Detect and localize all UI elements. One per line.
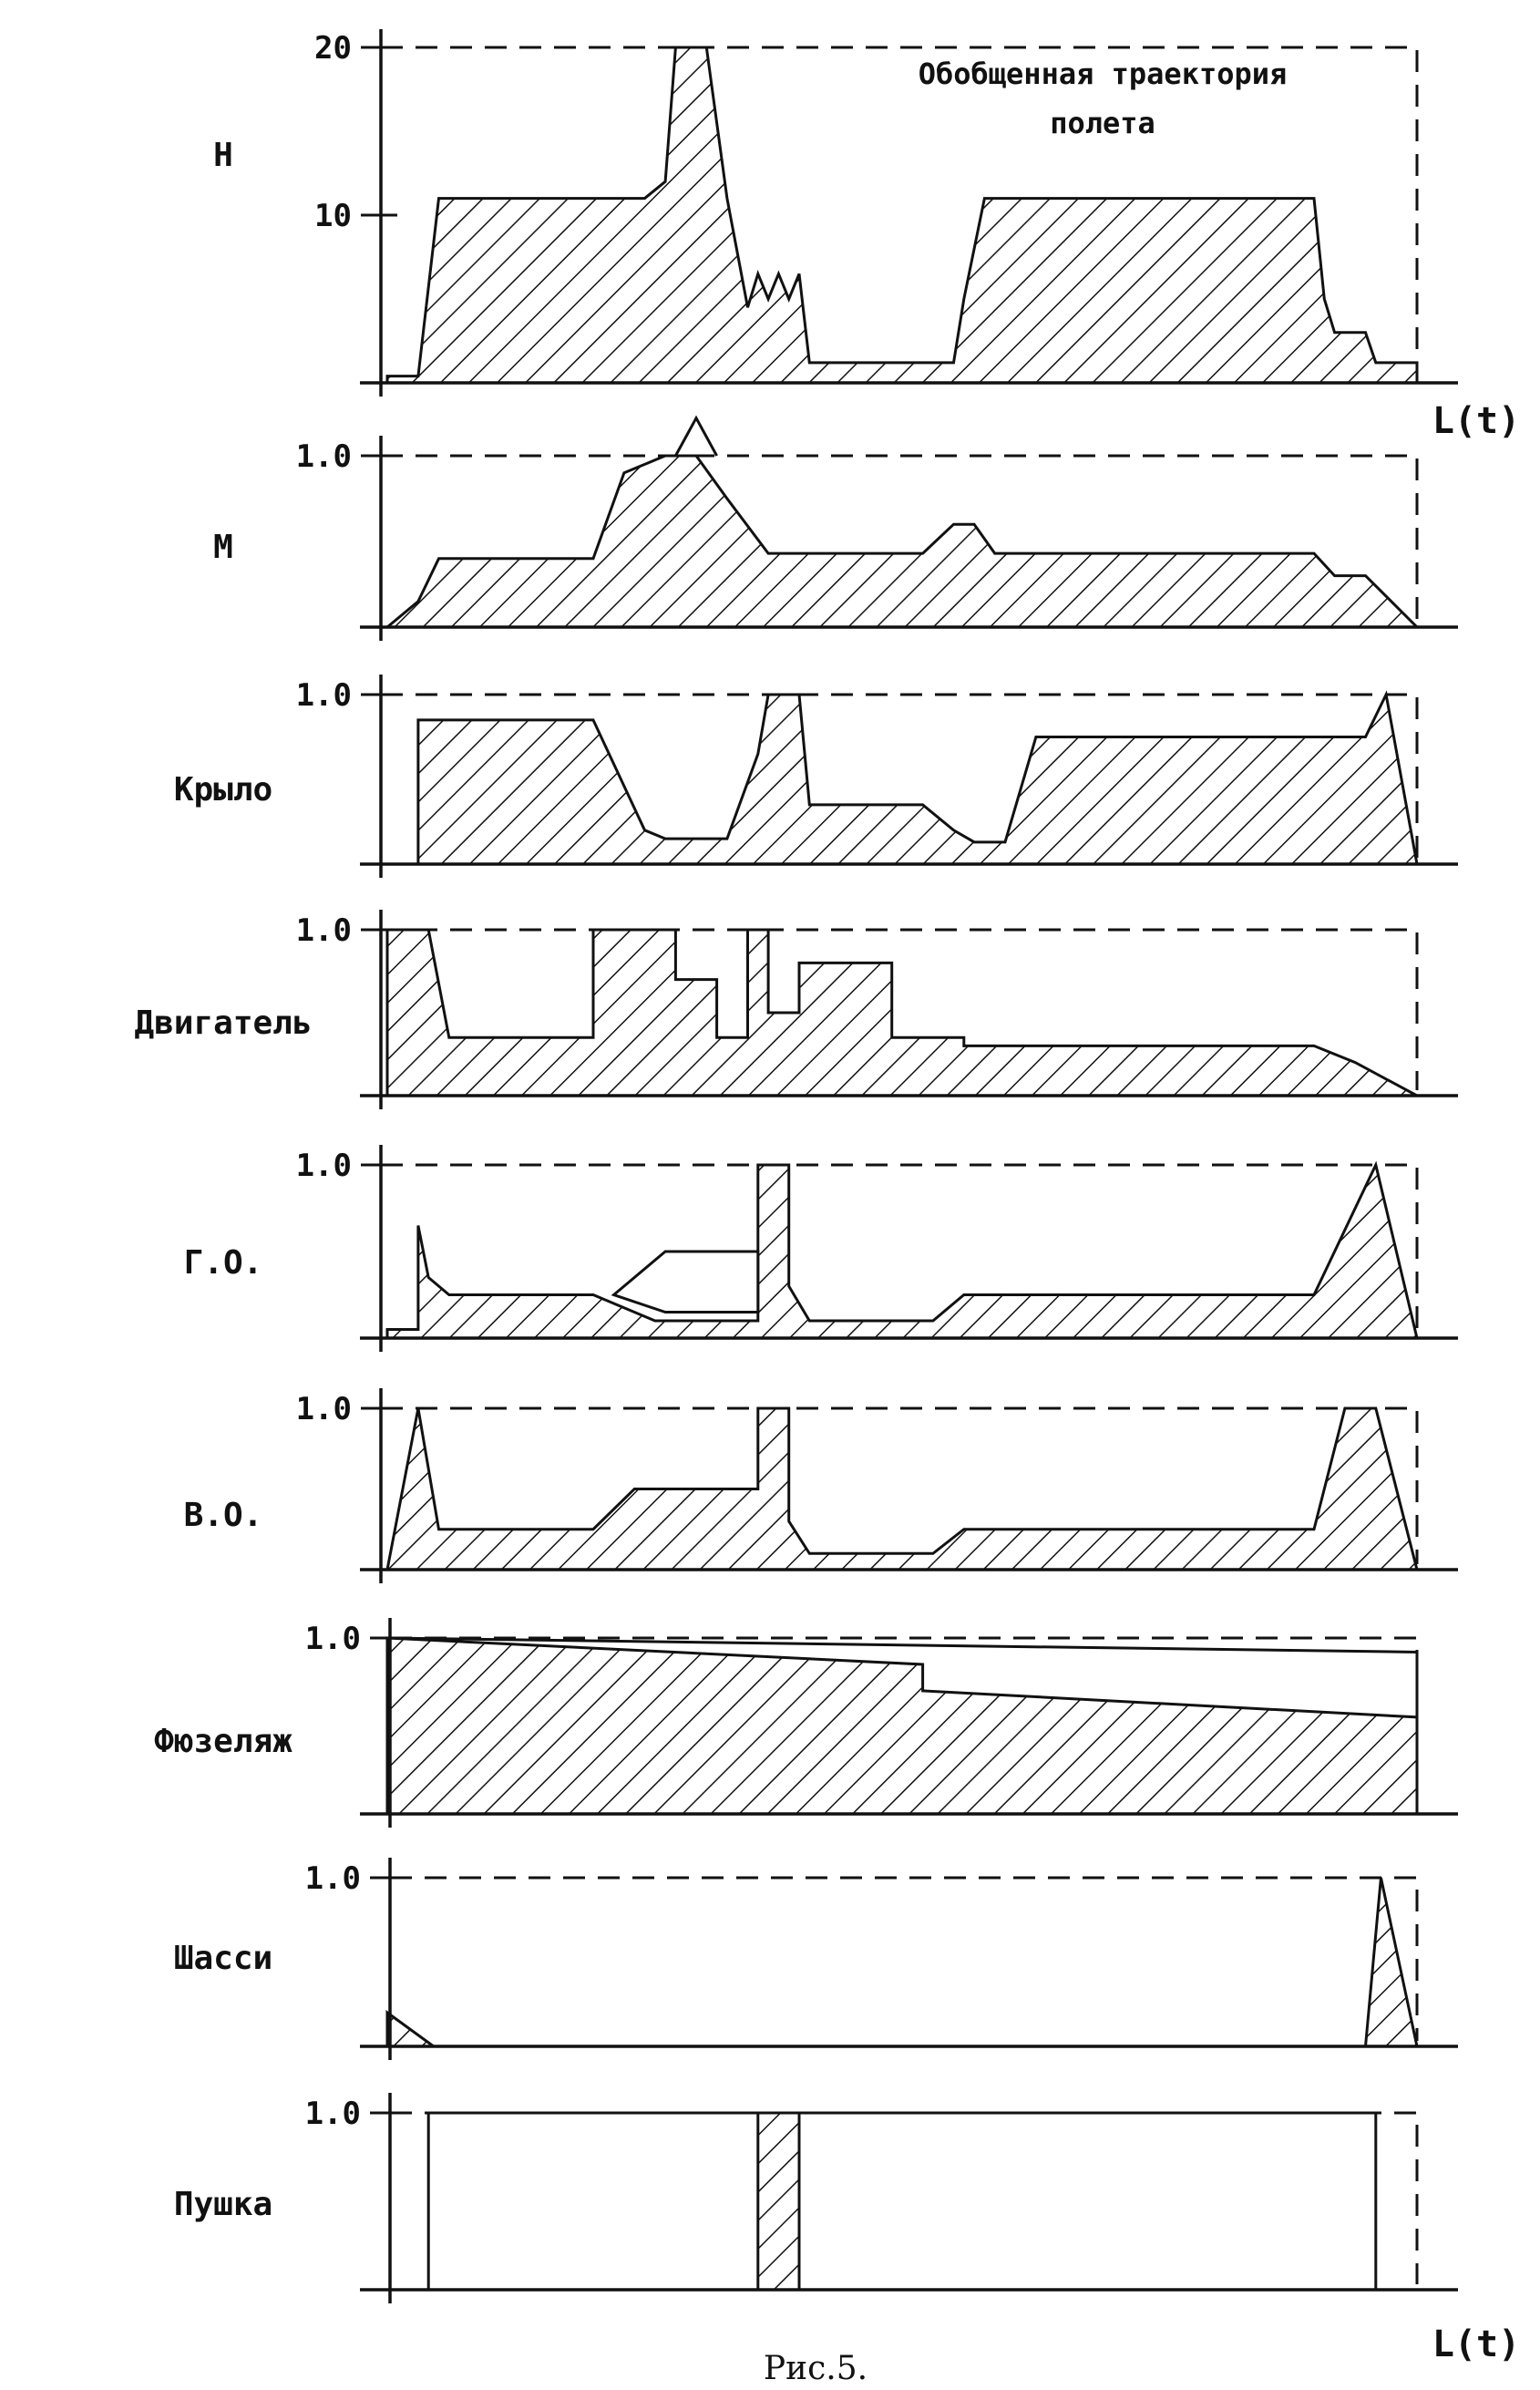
- y-tick-label: 1.0: [295, 1391, 352, 1427]
- y-tick-label: 1.0: [295, 912, 352, 949]
- chart-panel: [174, 1858, 1458, 2060]
- hatched-area: [387, 456, 1417, 627]
- chart-panel: [184, 1388, 1458, 1583]
- hatched-area: [387, 1638, 1417, 1814]
- hatched-area: [758, 2113, 799, 2290]
- hatched-area: [1366, 1878, 1418, 2046]
- outline-box: [428, 2113, 1376, 2290]
- x-axis-label-bottom: L(t): [1432, 2323, 1521, 2365]
- panel-label: H: [213, 137, 233, 174]
- panel-label: Крыло: [173, 771, 273, 809]
- chart-title-line2: полета: [1050, 106, 1155, 140]
- overlay-outline: [614, 1252, 758, 1313]
- chart-panel: [134, 910, 1458, 1109]
- y-tick-label: 20: [314, 30, 352, 67]
- panel-label: Г.О.: [183, 1244, 263, 1282]
- hatched-area: [387, 930, 1417, 1096]
- panel-label: Пушка: [173, 2186, 273, 2223]
- panel-label: Шасси: [173, 1940, 273, 1977]
- chart-panel: [213, 418, 1458, 641]
- hatched-area: [387, 1408, 1417, 1570]
- chart-panel: [174, 675, 1458, 878]
- panel-label: В.О.: [183, 1497, 263, 1534]
- hatched-area: [387, 1165, 1417, 1338]
- overlay-peak-line: [675, 418, 716, 456]
- figure-caption: Рис.5.: [763, 2350, 868, 2387]
- hatched-area: [387, 2013, 434, 2046]
- chart-panel: [154, 1618, 1458, 1828]
- chart-title-line1: Обобщенная траектория: [918, 57, 1288, 91]
- y-tick-label: 1.0: [295, 438, 352, 475]
- y-tick-label: 1.0: [304, 2096, 361, 2132]
- panel-label: Фюзеляж: [154, 1723, 293, 1760]
- y-tick-label: 10: [314, 198, 352, 234]
- y-tick-label: 1.0: [304, 1621, 361, 1657]
- chart-panel: [184, 1145, 1458, 1352]
- x-axis-label-top: L(t): [1432, 400, 1521, 442]
- hatched-area: [387, 47, 1417, 383]
- panel-label: Двигатель: [134, 1004, 313, 1042]
- chart-panel: [174, 2093, 1458, 2303]
- chart-panels: [134, 29, 1458, 2303]
- hatched-area: [418, 695, 1417, 864]
- envelope-boundary: [390, 2113, 1417, 2284]
- y-tick-label: 1.0: [295, 1148, 352, 1184]
- envelope-boundary: [390, 1878, 1417, 2041]
- y-tick-label: 1.0: [304, 1860, 361, 1897]
- y-tick-label: 1.0: [295, 677, 352, 714]
- panel-label: M: [213, 529, 233, 566]
